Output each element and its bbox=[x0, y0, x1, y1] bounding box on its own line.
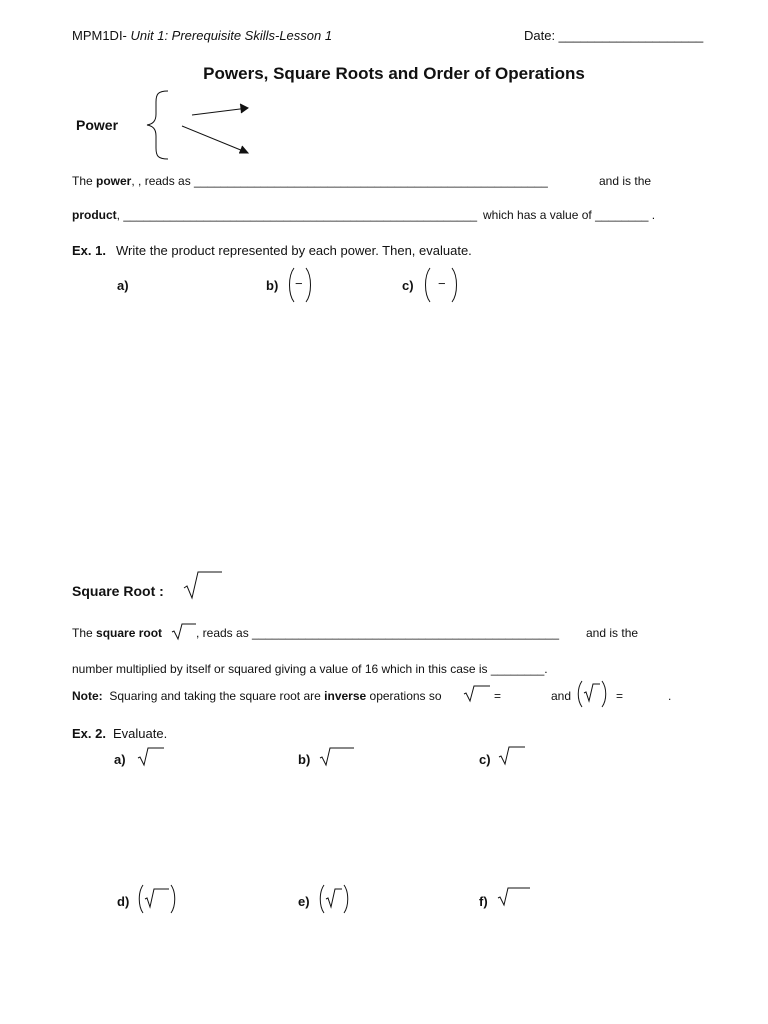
power-brace-diagram bbox=[140, 88, 260, 168]
course-code: MPM1DI- bbox=[72, 28, 131, 43]
ex1-part-c: c) bbox=[402, 278, 414, 293]
note-line: Note: Squaring and taking the square root are inverse operations so bbox=[72, 689, 442, 703]
ex1-c-minus: − bbox=[438, 276, 446, 291]
ex2-part-c: c) bbox=[479, 752, 491, 767]
example1-label: Ex. 1. bbox=[72, 243, 106, 258]
arrow-down-line bbox=[182, 126, 248, 153]
square-root-term: square root bbox=[96, 626, 163, 640]
square-root-heading: Square Root : bbox=[72, 583, 164, 599]
note-sqrt-symbol-1 bbox=[462, 684, 492, 704]
ex2-part-e: e) bbox=[298, 894, 310, 909]
unit-lesson: Unit 1: Prerequisite Skills-Lesson 1 bbox=[130, 28, 333, 43]
ex2-part-f: f) bbox=[479, 894, 488, 909]
example2-instruction: Evaluate. bbox=[113, 726, 168, 741]
ex2-part-b: b) bbox=[298, 752, 311, 767]
inverse-term: inverse bbox=[324, 689, 367, 703]
sqrt-definition-line1: The square root bbox=[72, 626, 163, 640]
ex2-d-sqrt-paren bbox=[137, 884, 179, 914]
power-definition-line2: product, _____________________________________________________ bbox=[72, 208, 478, 222]
sqrt-definition-line2: number multiplied by itself or squared giving a value of 16 which in this case is ________. bbox=[72, 662, 548, 676]
sqrt-reads-as: , reads as ______________________________________________ bbox=[196, 626, 560, 640]
power-definition-line1: The power, , reads as _____________________________________________________ bbox=[72, 174, 548, 188]
power-term: power bbox=[96, 174, 132, 188]
note-equals-1: = bbox=[494, 689, 502, 703]
ex2-f-sqrt bbox=[496, 886, 534, 908]
note-label: Note: bbox=[72, 689, 103, 703]
note-period: . bbox=[668, 689, 672, 703]
arrow-up-head bbox=[240, 104, 248, 113]
sqrt-and-is-the: and is the bbox=[586, 626, 639, 640]
power-heading: Power bbox=[76, 117, 119, 133]
example1-instruction: Write the product represented by each power. Then, evaluate. bbox=[116, 243, 472, 258]
date-field: Date: ____________________ bbox=[524, 28, 704, 43]
ex2-e-sqrt-paren bbox=[318, 884, 352, 914]
note-and: and bbox=[551, 689, 572, 703]
ex1-part-a: a) bbox=[117, 278, 129, 293]
note-sqrt-paren-symbol bbox=[576, 680, 610, 708]
note-equals-2: = bbox=[616, 689, 624, 703]
curly-brace bbox=[147, 91, 168, 159]
ex2-a-sqrt bbox=[136, 746, 168, 768]
ex2-part-d: d) bbox=[117, 894, 130, 909]
course-header bbox=[72, 28, 332, 43]
product-value-text: which has a value of ________ . bbox=[483, 208, 656, 222]
arrow-up-line bbox=[192, 108, 248, 115]
ex2-b-sqrt bbox=[318, 746, 358, 768]
ex1-b-minus: − bbox=[295, 276, 303, 291]
page-title: Powers, Square Roots and Order of Operations bbox=[203, 64, 585, 83]
ex1-part-b: b) bbox=[266, 278, 279, 293]
square-root-symbol bbox=[182, 570, 226, 602]
ex2-c-sqrt bbox=[497, 745, 529, 767]
and-is-the-text: and is the bbox=[599, 174, 652, 188]
product-term: product bbox=[72, 208, 117, 222]
example2-label: Ex. 2. bbox=[72, 726, 106, 741]
ex2-part-a: a) bbox=[114, 752, 126, 767]
